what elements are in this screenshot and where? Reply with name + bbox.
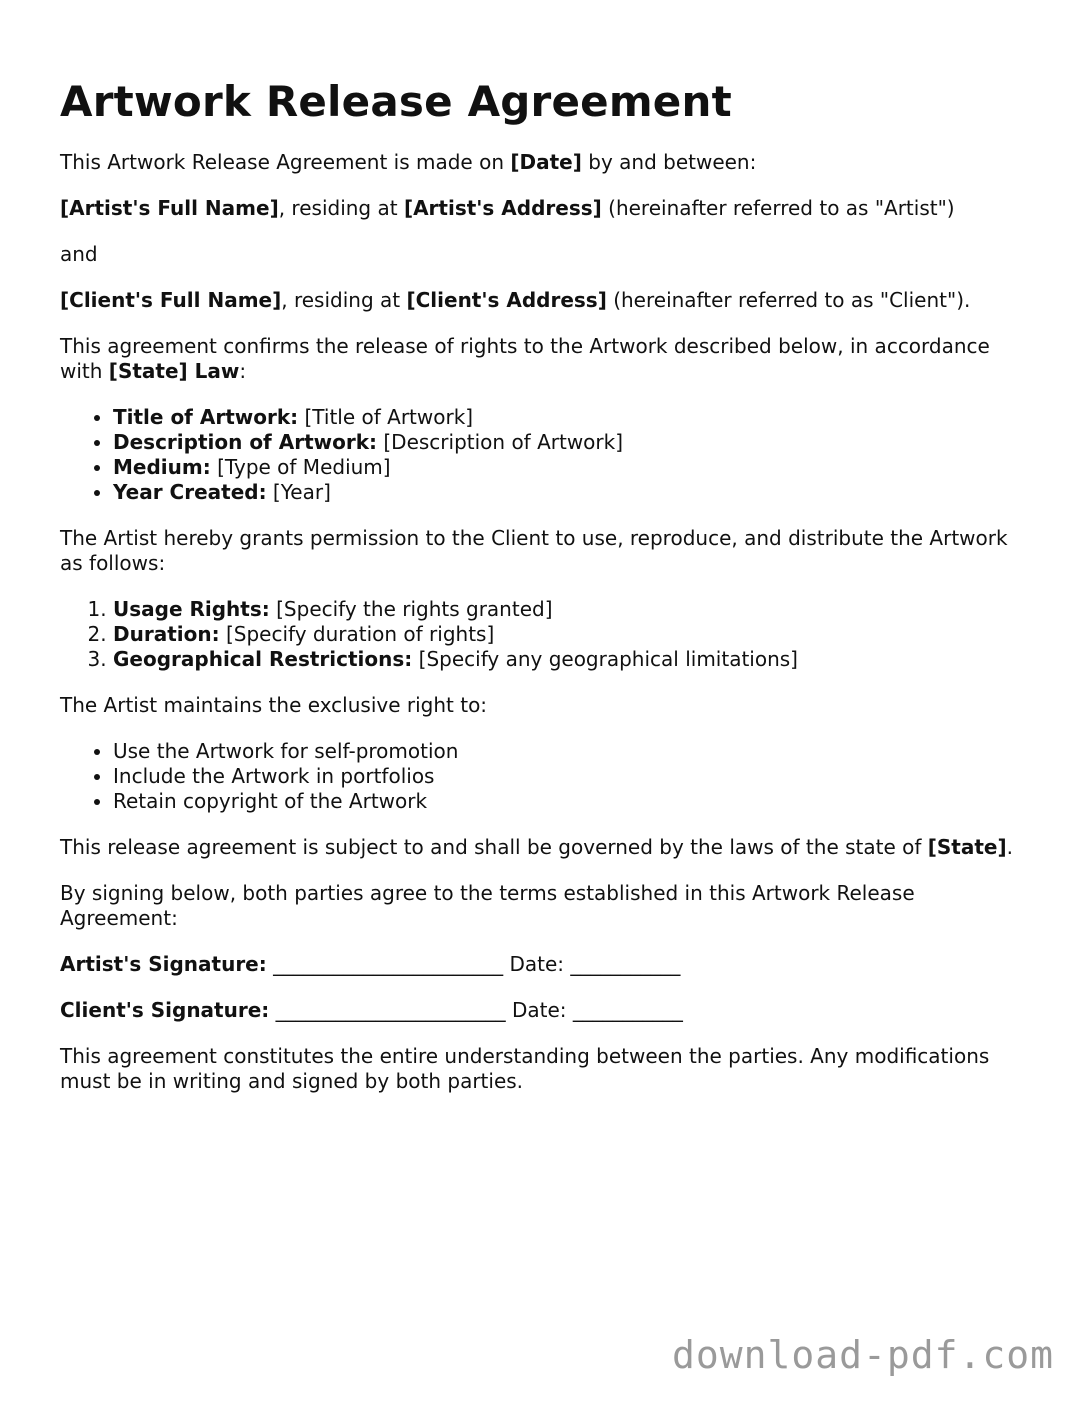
confirm-paragraph: [60, 334, 1035, 384]
governing-prefix: This release agreement is subject to and shall be governed by the laws of the state of: [60, 835, 928, 859]
state-law-placeholder: [State] Law: [108, 359, 240, 383]
artist-signature-line: [60, 952, 1035, 977]
detail-label: Year Created:: [113, 480, 267, 504]
artist-rights-list: [60, 739, 1035, 814]
client-name-placeholder: [Client's Full Name]: [60, 288, 282, 312]
list-item: [113, 455, 1035, 480]
term-label: Usage Rights:: [113, 597, 270, 621]
detail-value: [Year]: [266, 480, 331, 504]
artist-date-field[interactable]: Date: ___________: [509, 952, 681, 976]
grant-terms-list: [60, 597, 1035, 672]
governing-suffix: .: [1006, 835, 1013, 859]
term-label: Geographical Restrictions:: [113, 647, 413, 671]
artist-residing-text: , residing at: [278, 196, 404, 220]
maintain-paragraph: The Artist maintains the exclusive right to:: [60, 693, 488, 717]
confirm-prefix: This agreement confirms the release of rights to the Artwork described below, in accordance with: [60, 334, 990, 383]
intro-date-placeholder: [Date]: [510, 150, 582, 174]
client-signature-label: Client's Signature:: [60, 998, 270, 1022]
artist-signature-blank[interactable]: _______________________: [266, 952, 510, 976]
signing-paragraph: By signing below, both parties agree to the terms established in this Artwork Release Agreement:: [60, 881, 915, 930]
list-item: [113, 647, 1035, 672]
intro-prefix: This Artwork Release Agreement is made on: [60, 150, 511, 174]
artist-address-placeholder: [Artist's Address]: [403, 196, 602, 220]
term-value: [Specify duration of rights]: [219, 622, 495, 646]
governing-state-placeholder: [State]: [927, 835, 1007, 859]
client-date-field[interactable]: Date: ___________: [512, 998, 683, 1022]
list-item: • Retain copyright of the Artwork: [113, 789, 1035, 814]
list-item: [113, 622, 1035, 647]
confirm-suffix: :: [239, 359, 247, 383]
list-item: [113, 405, 1035, 430]
term-value: [Specify the rights granted]: [269, 597, 553, 621]
detail-label: Description of Artwork:: [113, 430, 378, 454]
intro-paragraph: [60, 150, 1035, 175]
list-item: [113, 597, 1035, 622]
watermark-text: download-pdf.com: [671, 1333, 1054, 1377]
client-address-placeholder: [Client's Address]: [406, 288, 607, 312]
detail-value: [Title of Artwork]: [298, 405, 474, 429]
client-hereinafter-text: (hereinafter referred to as "Client").: [606, 288, 971, 312]
client-party-paragraph: [60, 288, 1035, 313]
list-item: [113, 480, 1035, 505]
artwork-details-list: [60, 405, 1035, 505]
artist-hereinafter-text: (hereinafter referred to as "Artist"): [601, 196, 955, 220]
list-item: [113, 430, 1035, 455]
term-value: [Specify any geographical limitations]: [412, 647, 798, 671]
closing-paragraph: This agreement constitutes the entire understanding between the parties. Any modifications must be in writing and signed by both parties.: [60, 1044, 990, 1093]
list-item: • Include the Artwork in portfolios: [113, 764, 1035, 789]
client-residing-text: , residing at: [281, 288, 407, 312]
detail-value: [Description of Artwork]: [377, 430, 624, 454]
document-title: Artwork Release Agreement: [60, 77, 732, 126]
detail-label: Medium:: [113, 455, 211, 479]
artist-party-paragraph: [60, 196, 1035, 221]
client-signature-line: [60, 998, 1035, 1023]
artist-name-placeholder: [Artist's Full Name]: [60, 196, 279, 220]
term-label: Duration:: [113, 622, 220, 646]
artist-signature-label: Artist's Signature:: [60, 952, 267, 976]
document-page: [60, 74, 1035, 1115]
client-signature-blank[interactable]: _______________________: [269, 998, 512, 1022]
intro-suffix: by and between:: [581, 150, 757, 174]
detail-label: Title of Artwork:: [113, 405, 299, 429]
detail-value: [Type of Medium]: [210, 455, 391, 479]
grant-paragraph: The Artist hereby grants permission to the Client to use, reproduce, and distribute the Artwork as follows:: [60, 526, 1008, 575]
list-item: • Use the Artwork for self-promotion: [113, 739, 1035, 764]
governing-law-paragraph: [60, 835, 1035, 860]
and-paragraph: and: [60, 242, 98, 266]
